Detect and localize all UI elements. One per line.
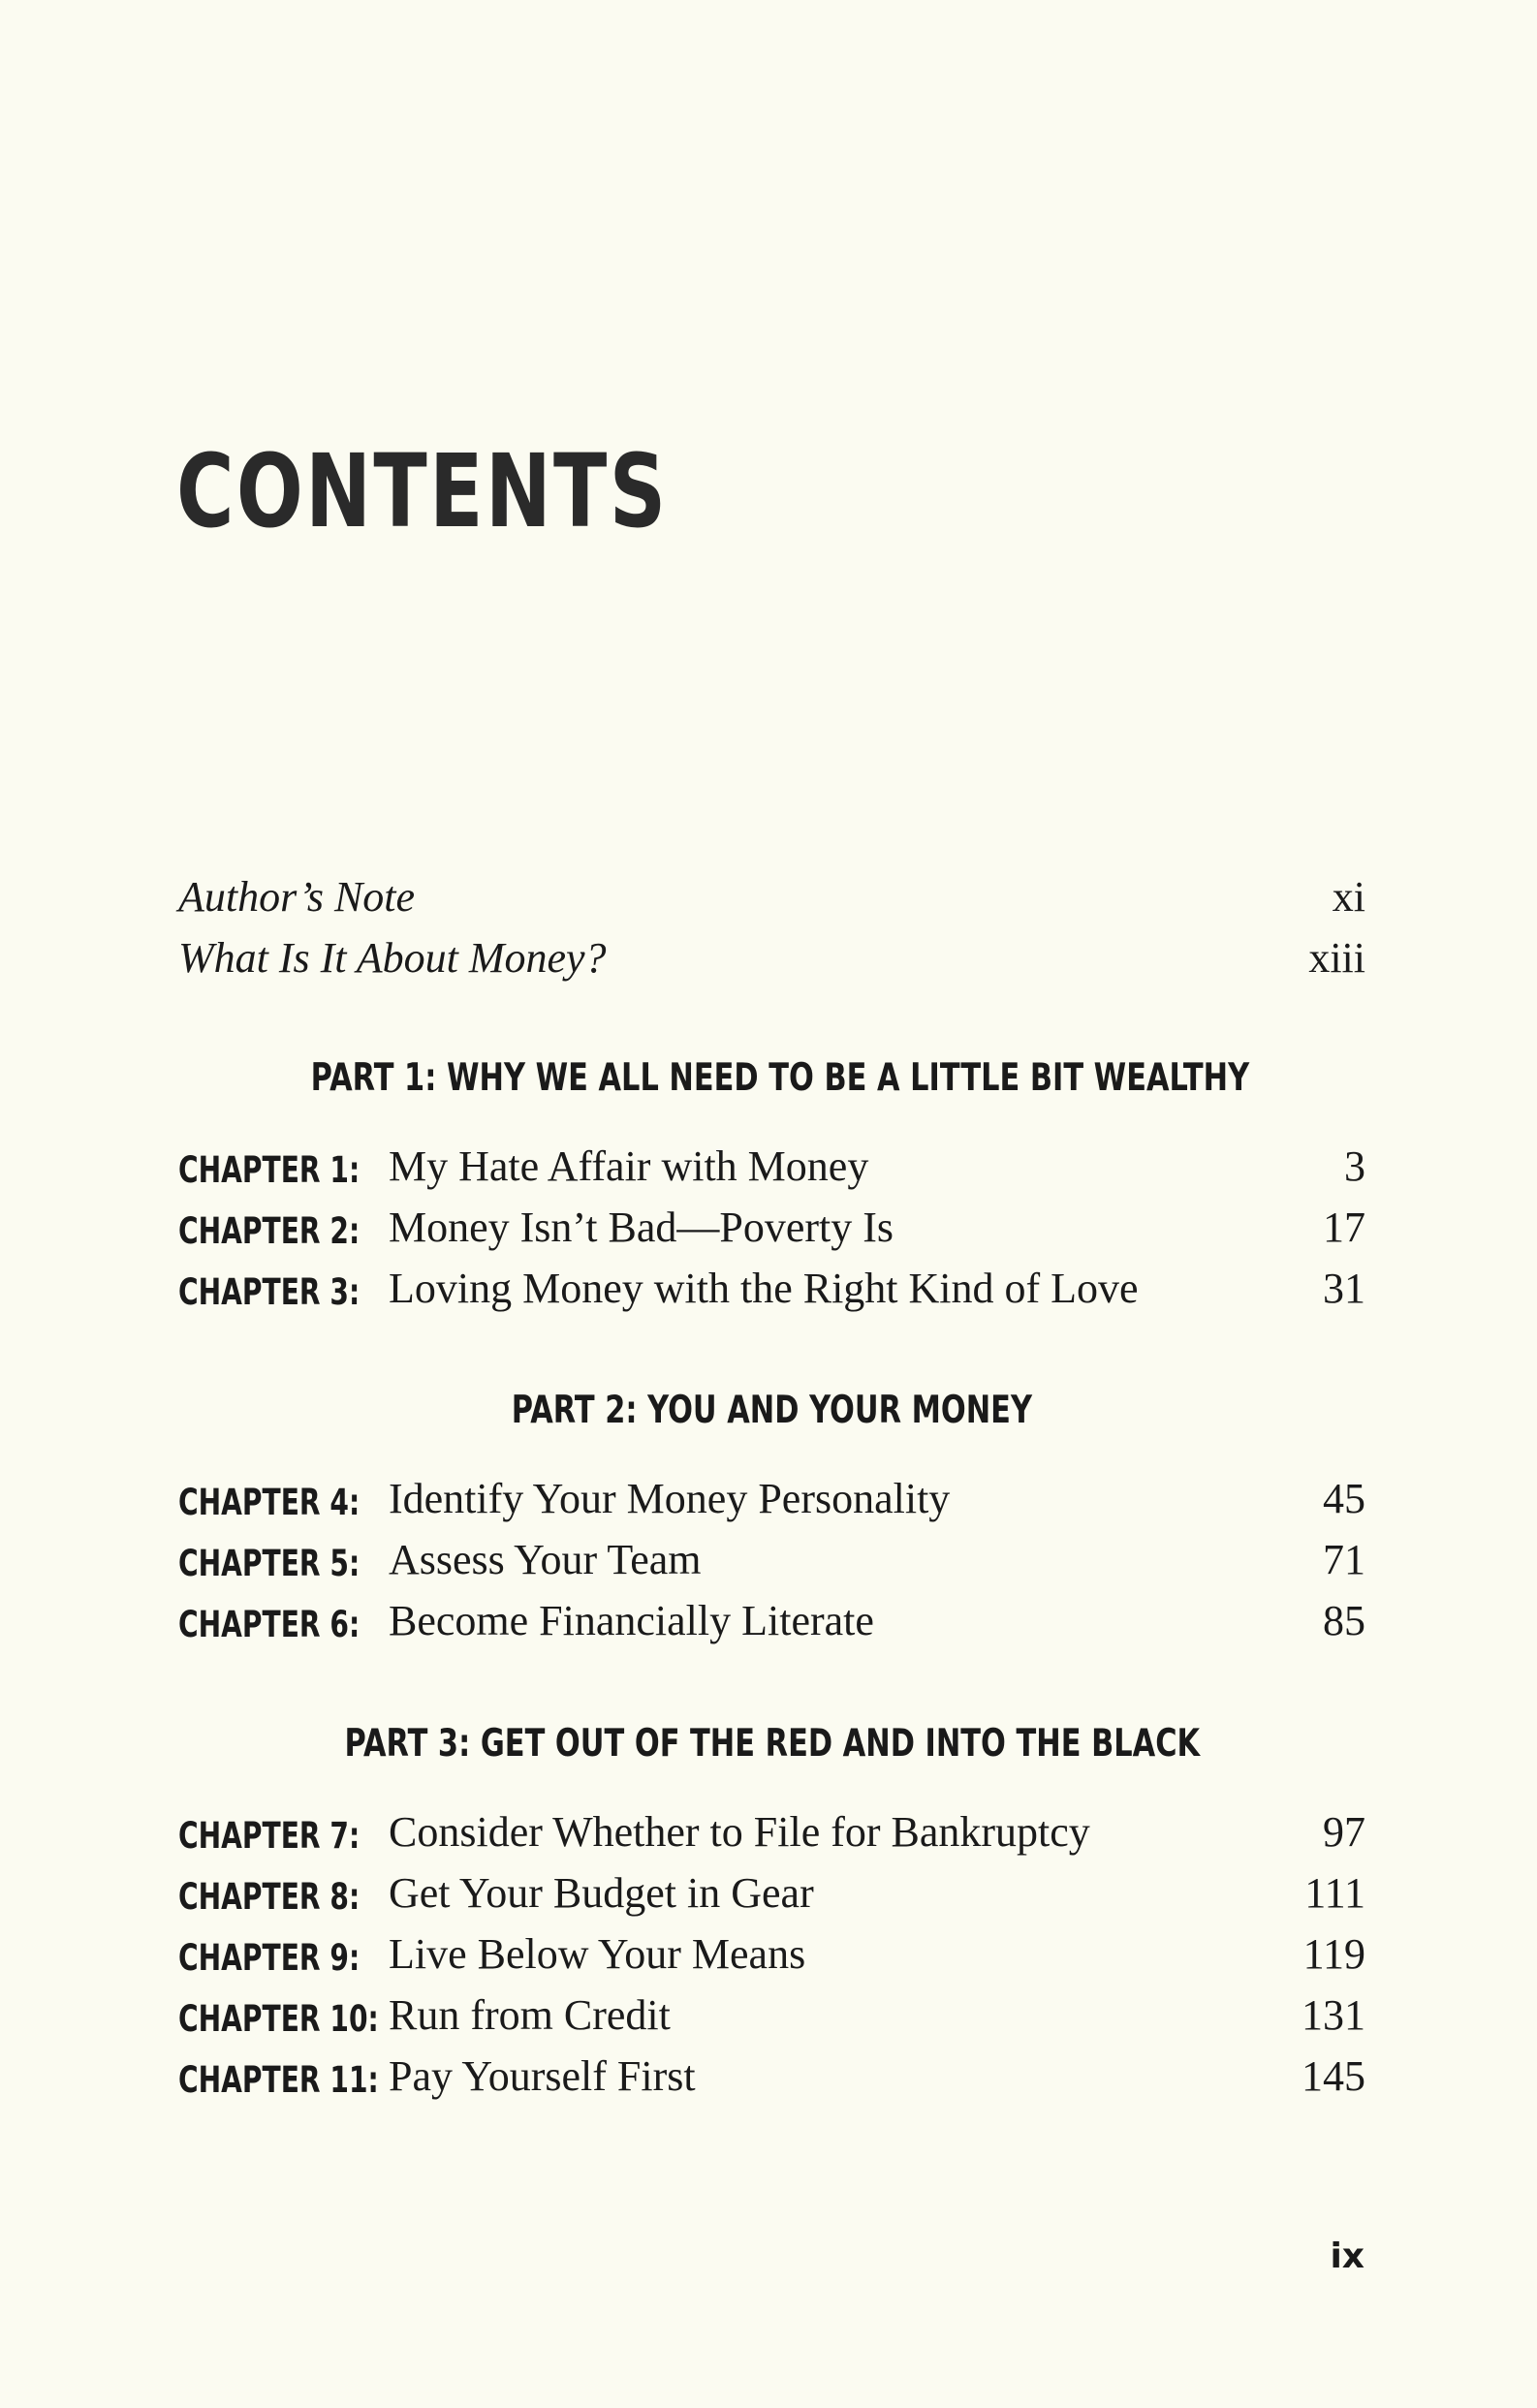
chapter-title: Loving Money with the Right Kind of Love [389,1265,1139,1312]
toc-entry-chapter [178,1535,1365,1595]
chapter-title: Money Isn’t Bad—Poverty Is [389,1204,894,1251]
chapter-page: 131 [1302,1991,1365,2039]
chapter-title: Become Financially Literate [389,1597,874,1644]
toc-entry-chapter [178,1596,1365,1656]
chapter-page: 85 [1323,1597,1365,1644]
chapter-label: CHAPTER 4: [178,1482,361,1523]
chapter-label: CHAPTER 10: [178,1998,379,2040]
chapter-label: CHAPTER 8: [178,1876,361,1918]
chapter-title: Assess Your Team [389,1536,702,1583]
chapter-title: Identify Your Money Personality [389,1475,951,1522]
chapter-page: 45 [1323,1475,1365,1522]
chapter-page: 97 [1323,1808,1365,1856]
chapter-title: Run from Credit [389,1991,671,2039]
chapter-title: Get Your Budget in Gear [389,1869,814,1917]
chapter-page: 119 [1302,1930,1365,1978]
chapter-label: CHAPTER 11: [178,2059,379,2101]
front-matter-title: What Is It About Money? [178,934,607,982]
chapter-label: CHAPTER 3: [178,1271,361,1313]
chapter-label: CHAPTER 7: [178,1815,361,1857]
chapter-page: 31 [1323,1265,1365,1312]
toc-entry-chapter [178,2051,1365,2111]
chapter-title: Consider Whether to File for Bankruptcy [389,1808,1090,1856]
chapter-title: Pay Yourself First [389,2052,696,2100]
chapter-page: 71 [1323,1536,1365,1583]
toc-entry-chapter [178,1474,1365,1534]
contents-heading: CONTENTS [176,432,669,550]
part-heading: PART 3: GET OUT OF THE RED AND INTO THE BLACK [344,1722,1200,1766]
chapter-label: CHAPTER 2: [178,1210,361,1252]
toc-entry-chapter [178,1141,1365,1202]
part-heading: PART 1: WHY WE ALL NEED TO BE A LITTLE BIT WEALTHY [310,1056,1250,1100]
toc-entry-front-matter [178,872,1365,934]
toc-entry-chapter [178,1264,1365,1324]
chapter-label: CHAPTER 9: [178,1937,361,1979]
toc-entry-chapter [178,1868,1365,1928]
chapter-label: CHAPTER 6: [178,1604,361,1645]
chapter-page: 3 [1344,1142,1365,1190]
chapter-page: 111 [1304,1869,1365,1917]
front-matter-page: xiii [1308,934,1365,982]
toc-entry-chapter [178,1990,1365,2050]
front-matter-title: Author’s Note [178,873,416,921]
toc-entry-front-matter [178,933,1365,995]
toc-entry-chapter [178,1807,1365,1867]
page-number: ix [1330,2236,1364,2276]
front-matter-page: xi [1332,873,1365,921]
chapter-title: My Hate Affair with Money [389,1142,869,1190]
chapter-title: Live Below Your Means [389,1930,806,1978]
toc-entry-chapter [178,1203,1365,1263]
chapter-page: 17 [1323,1204,1365,1251]
chapter-label: CHAPTER 5: [178,1543,361,1584]
toc-entry-chapter [178,1929,1365,1989]
chapter-page: 145 [1302,2052,1365,2100]
chapter-label: CHAPTER 1: [178,1149,361,1191]
part-heading: PART 2: YOU AND YOUR MONEY [511,1389,1033,1432]
